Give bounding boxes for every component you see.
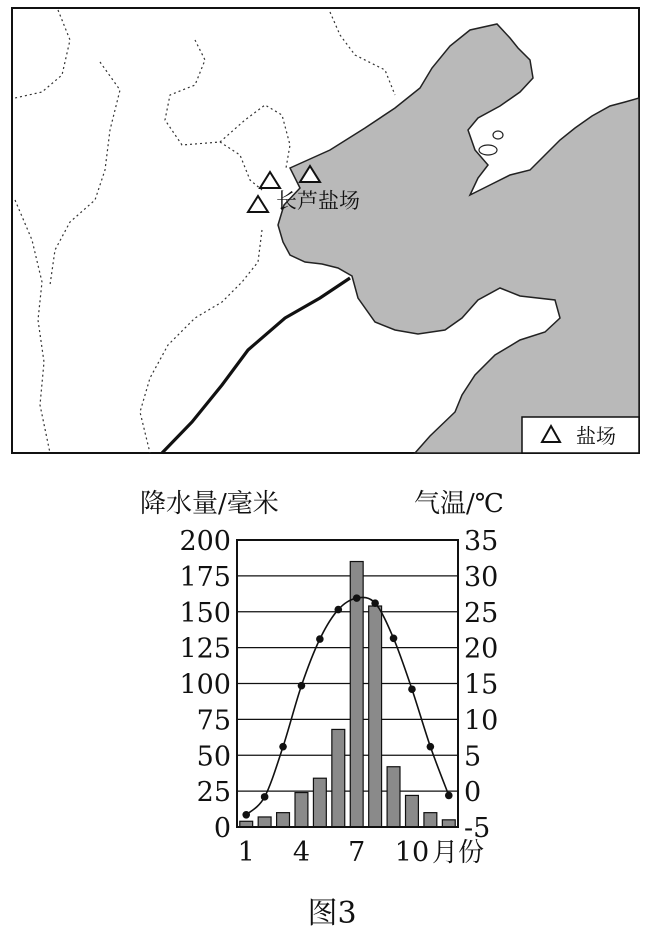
temperature-point <box>353 594 361 602</box>
x-axis-unit: 月份 <box>432 838 485 868</box>
right-tick-label: 15 <box>464 669 499 701</box>
temperature-point <box>334 606 342 614</box>
left-tick-label: 150 <box>179 597 231 629</box>
figure-caption: 图3 <box>307 896 357 931</box>
temperature-point <box>279 743 287 751</box>
temperature-point <box>445 792 453 800</box>
left-tick-label: 125 <box>179 633 231 665</box>
temperature-point <box>427 743 435 751</box>
temperature-point <box>298 682 306 690</box>
right-tick-labels <box>464 526 498 844</box>
temperature-line <box>242 594 452 818</box>
temperature-point <box>390 634 398 642</box>
left-tick-label: 25 <box>196 777 231 809</box>
left-tick-labels <box>179 526 231 844</box>
temperature-point <box>371 599 379 607</box>
island <box>479 145 497 155</box>
temperature-point <box>408 685 416 693</box>
island <box>493 131 503 139</box>
precipitation-bar <box>369 606 382 827</box>
right-tick-label: 25 <box>464 597 499 629</box>
right-tick-label: -5 <box>464 813 491 844</box>
precipitation-bar <box>442 820 455 827</box>
x-tick-label: 7 <box>348 837 366 868</box>
precipitation-bar <box>387 767 400 827</box>
left-tick-label: 50 <box>196 741 231 773</box>
x-tick-label: 10 <box>394 837 430 868</box>
map-legend <box>522 417 639 453</box>
x-tick-label: 1 <box>237 837 255 868</box>
precipitation-bar <box>295 793 308 827</box>
temperature-point <box>261 793 269 801</box>
left-tick-label: 0 <box>213 813 231 844</box>
precipitation-bar <box>406 795 419 827</box>
right-tick-label: 35 <box>464 526 499 557</box>
precipitation-bar <box>313 778 326 827</box>
right-axis-title: 气温/℃ <box>414 489 504 519</box>
climate-chart <box>0 470 664 890</box>
left-tick-label: 100 <box>179 669 231 701</box>
left-tick-label: 175 <box>179 561 231 593</box>
right-tick-label: 10 <box>464 705 499 737</box>
right-tick-label: 20 <box>464 633 499 665</box>
precipitation-bar <box>424 813 437 827</box>
x-tick-labels <box>238 837 430 868</box>
temperature-point <box>316 635 324 643</box>
left-axis-title: 降水量/毫米 <box>140 489 279 519</box>
x-tick-label: 4 <box>292 837 311 868</box>
precipitation-bar <box>277 813 290 827</box>
right-tick-label: 5 <box>464 741 482 773</box>
right-tick-label: 0 <box>464 777 482 809</box>
temperature-curve <box>246 597 449 814</box>
precipitation-bar <box>332 729 345 827</box>
salt-field-label: 长芦盐场 <box>276 189 360 213</box>
left-tick-label: 200 <box>179 526 231 557</box>
right-tick-label: 30 <box>464 561 499 593</box>
legend-label: 盐场 <box>576 424 616 448</box>
left-tick-label: 75 <box>196 705 231 737</box>
temperature-point <box>242 811 250 819</box>
precipitation-bar <box>258 817 271 827</box>
